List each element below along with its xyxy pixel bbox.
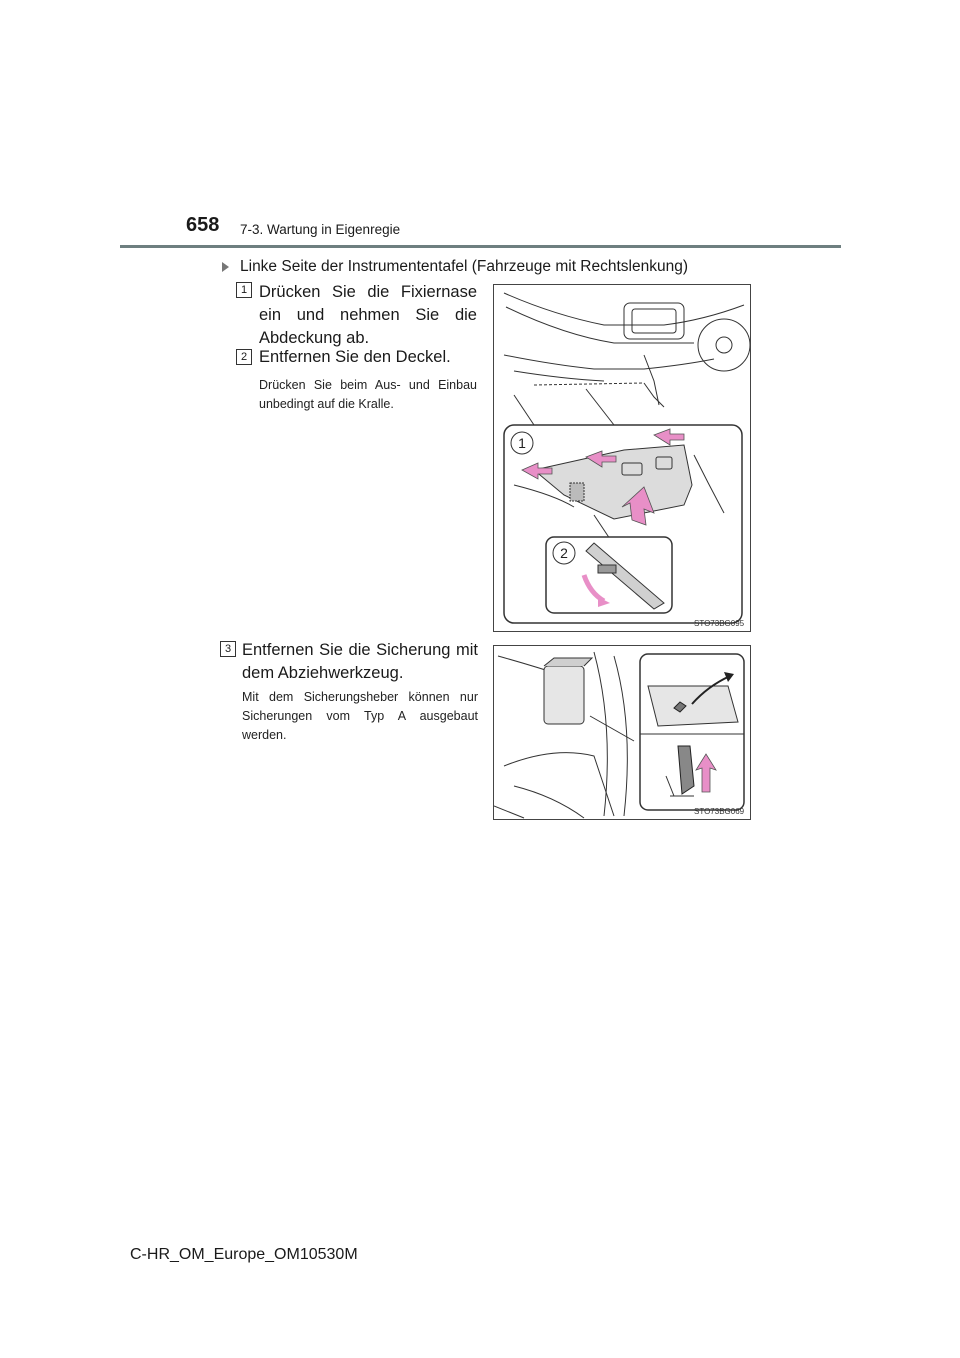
step-1-badge: 1 [236, 282, 252, 298]
step-2-badge: 2 [236, 349, 252, 365]
footer-doc-id: C-HR_OM_Europe_OM10530M [130, 1246, 358, 1263]
step-3-text: Entfernen Sie die Sicherung mit dem Abziehwerkzeug. [242, 641, 478, 682]
subsection-heading [222, 258, 688, 276]
callout-2: 2 [560, 545, 568, 561]
triangle-bullet-icon [222, 262, 229, 272]
instrument-panel-illustration [494, 285, 750, 631]
callout-1: 1 [518, 435, 526, 451]
step-3-badge: 3 [220, 641, 236, 657]
figure-2-code: STO73BG069 [694, 807, 745, 816]
step-2-text: Entfernen Sie den Deckel. [259, 348, 451, 366]
step-2-note: Drücken Sie beim Aus- und Einbau unbedingt auf die Kralle. [259, 378, 477, 411]
section-title: 7-3. Wartung in Eigenregie [240, 222, 401, 237]
step-1-text: Drücken Sie die Fixiernase ein und nehmen Sie die Abdeckung ab. [259, 283, 477, 347]
fuse-box-illustration [494, 646, 750, 819]
figure-1-code: STO73BG095 [694, 619, 745, 628]
subsection-label: Linke Seite der Instrumententafel (Fahrzeuge mit Rechtslenkung) [240, 258, 689, 275]
header-rule [120, 245, 841, 248]
step-3-note: Mit dem Sicherungsheber können nur Sicherungen vom Typ A ausgebaut werden. [242, 690, 478, 742]
page-number: 658 [186, 214, 220, 236]
figure-fuse-box [493, 645, 751, 820]
figure-instrument-panel [493, 284, 751, 632]
